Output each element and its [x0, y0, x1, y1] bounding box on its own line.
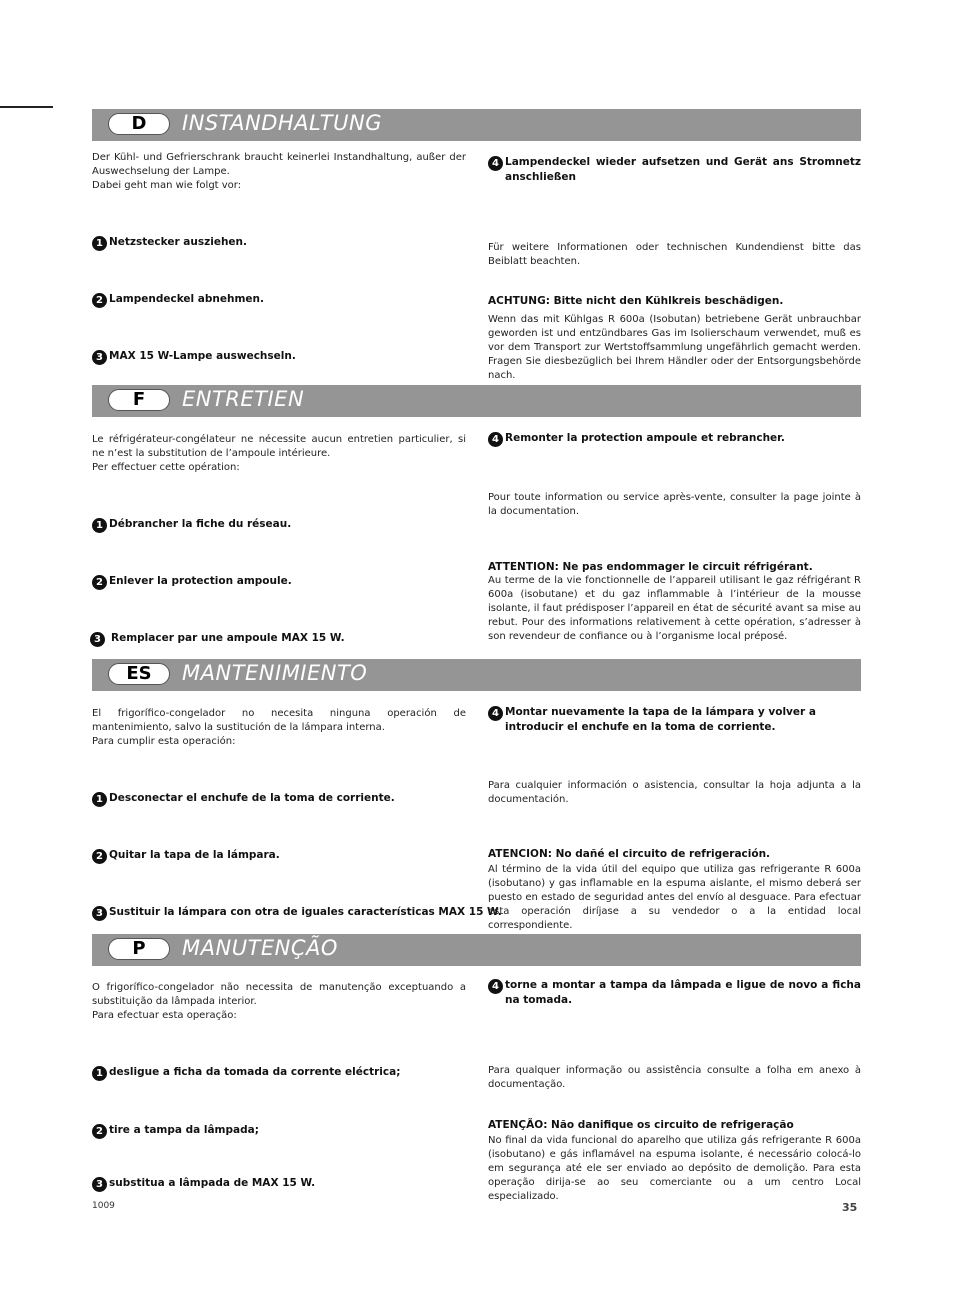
info-text: Para cualquier información o asistencia, consultar la hoja adjunta a la documentación.: [488, 780, 861, 805]
step-1: 1 Netzstecker ausziehen.: [92, 235, 247, 251]
warning-text: Al término de la vida útil del equipo que utiliza gas refrigerante R 600a (isobutano) y gas inflamable en la espuma aislante, el mismo deberá ser puesto en estado de seguridad antes del envío al desguace. Para efectuar esta operación diríjase a su vendedor o a la entidad local correspondiente.: [488, 864, 861, 931]
intro-text: El frigorífico-congelador no necesita ninguna operación de mantenimiento, salvo la sustitución de la lámpara interna. Para cumplir esta operación:: [92, 708, 466, 747]
warning-title: ACHTUNG: Bitte nicht den Kühlkreis beschädigen.: [488, 295, 784, 307]
number-2-icon: 2: [92, 849, 107, 864]
language-badge: P: [108, 938, 170, 960]
number-4-icon: 4: [488, 706, 503, 721]
section-title: MANUTENÇÃO: [182, 936, 338, 960]
intro-text: Le réfrigérateur-congélateur ne nécessite aucun entretien particulier, si ne n’est la substitution de l’ampoule intérieure. Per effectuer cette opération:: [92, 434, 466, 473]
number-2-icon: 2: [92, 575, 107, 590]
warning-text: Au terme de la vie fonctionnelle de l’appareil utilisant le gaz réfrigérant R 600a (isobutane) et du gaz inflammable à l’intérieur de la mousse isolante, il faut prédisposer l’appareil en état de sécurité avant sa mise au rebut. Pour des informations relativement à cette opération, s’adresser à son revendeur de confiance ou à l’organisme local préposé.: [488, 575, 861, 642]
page-number: 35: [842, 1201, 858, 1214]
number-4-icon: 4: [488, 156, 503, 171]
warning-title: ATTENTION: Ne pas endommager le circuit réfrigérant.: [488, 561, 813, 573]
warning-text: Wenn das mit Kühlgas R 600a (Isobutan) betriebene Gerät unbrauchbar geworden ist und entzündbares Gas im Isolierschaum verwendet, muß es vor dem Transport zur Wertstoffsammlung ungefährlich gemacht werden. Fragen Sie diesbezüglich bei Ihrem Händler oder der Entsorgungsbehörde nach.: [488, 314, 861, 381]
section-title: ENTRETIEN: [182, 387, 305, 411]
number-1-icon: 1: [92, 518, 107, 533]
number-3-icon: 3: [92, 350, 107, 365]
number-1-icon: 1: [92, 1066, 107, 1081]
step-4: 4 Remonter la protection ampoule et rebrancher.: [488, 431, 861, 447]
step-2: 2 Lampendeckel abnehmen.: [92, 292, 264, 308]
section-header-bar: [92, 659, 861, 691]
number-2-icon: 2: [92, 1124, 107, 1139]
step-4: 4 torne a montar a tampa da lâmpada e ligue de novo a ficha na tomada.: [488, 978, 861, 1008]
number-3-icon: 3: [92, 1177, 107, 1192]
number-3-icon: 3: [90, 632, 105, 647]
language-badge: D: [108, 113, 170, 135]
number-4-icon: 4: [488, 979, 503, 994]
section-title: MANTENIMIENTO: [182, 661, 368, 685]
intro-text: O frigorífico-congelador não necessita de manutenção exceptuando a substituição da lâmpada interior. Para efectuar esta operação:: [92, 982, 466, 1021]
warning-title: ATENCION: No dañé el circuito de refrigeración.: [488, 848, 771, 860]
step-1: 1 Débrancher la fiche du réseau.: [92, 517, 291, 533]
step-4: 4 Montar nuevamente la tapa de la lámpara y volver a introducir el enchufe en la toma de corriente.: [488, 705, 861, 735]
info-text: Für weitere Informationen oder technischen Kundendienst bitte das Beiblatt beachten.: [488, 242, 861, 267]
step-3: 3 substitua a lâmpada de MAX 15 W.: [92, 1176, 315, 1192]
language-badge: ES: [108, 663, 170, 685]
step-3: 3 Sustituir la lámpara con otra de iguales características MAX 15 W.: [92, 905, 502, 921]
section-header-bar: [92, 934, 861, 966]
number-3-icon: 3: [92, 906, 107, 921]
number-4-icon: 4: [488, 432, 503, 447]
warning-title: ATENÇÃO: Não danifique os circuito de refrigeração: [488, 1119, 794, 1131]
step-1: 1 desligue a ficha da tomada da corrente eléctrica;: [92, 1065, 400, 1081]
language-badge: F: [108, 389, 170, 411]
step-3: 3 MAX 15 W-Lampe auswechseln.: [92, 349, 296, 365]
corner-rule: [0, 106, 53, 108]
step-3: 3 Remplacer par une ampoule MAX 15 W.: [90, 631, 345, 647]
section-title: INSTANDHALTUNG: [182, 111, 382, 135]
number-1-icon: 1: [92, 792, 107, 807]
warning-text: No final da vida funcional do aparelho que utiliza gás refrigerante R 600a (isobutano) e gás inflamável na espuma isolante, é necessário colocá-lo em segurança até ele ser enviado ao depósito de demolição. Para esta operação dirija-se ao seu comerciante ou a um centro Local especializado.: [488, 1135, 861, 1202]
info-text: Pour toute information ou service après-vente, consulter la page jointe à la documentation.: [488, 492, 861, 517]
intro-text: Der Kühl- und Gefrierschrank braucht keinerlei Instandhaltung, außer der Auswechselung der Lampe. Dabei geht man wie folgt vor:: [92, 152, 466, 191]
step-2: 2 tire a tampa da lâmpada;: [92, 1123, 259, 1139]
step-2: 2 Enlever la protection ampoule.: [92, 574, 292, 590]
step-2: 2 Quitar la tapa de la lámpara.: [92, 848, 280, 864]
number-1-icon: 1: [92, 236, 107, 251]
step-1: 1 Desconectar el enchufe de la toma de corriente.: [92, 791, 395, 807]
number-2-icon: 2: [92, 293, 107, 308]
info-text: Para qualquer informação ou assistência consulte a folha em anexo à documentação.: [488, 1065, 861, 1090]
section-header-bar: [92, 385, 861, 417]
document-code: 1009: [92, 1201, 115, 1211]
section-header-bar: [92, 109, 861, 141]
step-4: 4 Lampendeckel wieder aufsetzen und Gerät ans Stromnetz anschließen: [488, 155, 861, 185]
